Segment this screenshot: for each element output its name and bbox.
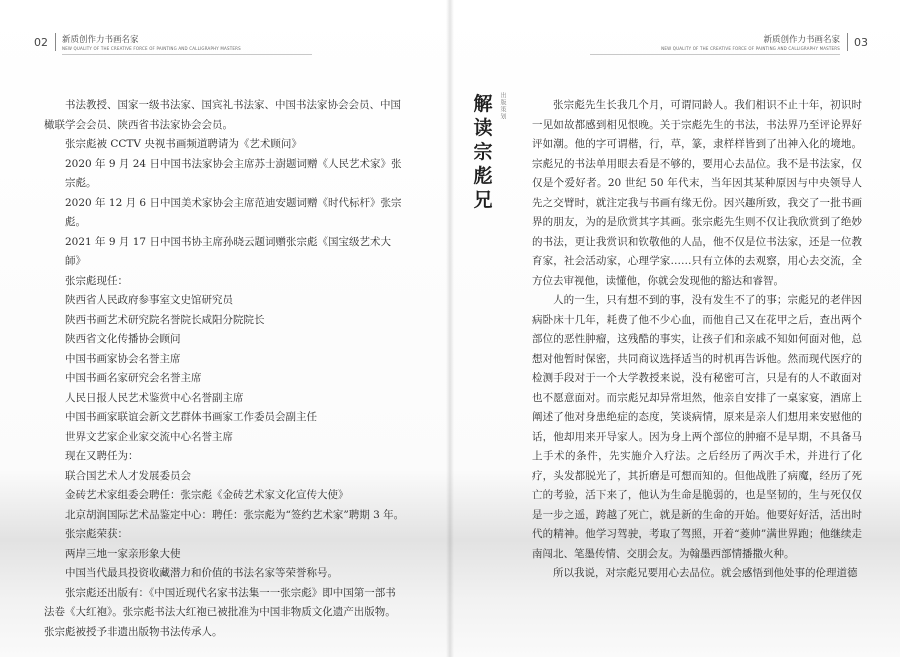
- title-character: 读: [473, 117, 493, 139]
- paragraph: 张宗彪荣获：: [65, 528, 128, 540]
- title-character: 解: [473, 93, 493, 115]
- list-item: 中国书画家协会名誉主席: [65, 352, 181, 365]
- title-character: 彪: [473, 165, 493, 187]
- vertical-subtitle: 出版策划: [499, 92, 506, 120]
- header-subtitle: NEW QUALITY OF THE CREATIVE FORCE OF PAINTING AND CALLIGRAPHY MASTERS: [62, 46, 241, 51]
- right-body-text: [532, 96, 862, 584]
- header-divider: [55, 33, 56, 51]
- book-spine-shadow: [446, 0, 454, 657]
- paragraph: 所以我说，对宗彪兄要用心去品位。就会感悟到他处事的伦理道德: [553, 567, 858, 579]
- list-item: 中国当代最具投资收藏潜力和价值的书法名家等荣誉称号。: [65, 567, 338, 579]
- list-item: 人民日报人民艺术鉴赏中心名誉副主席: [65, 391, 244, 404]
- right-page: [450, 0, 900, 657]
- vertical-article-title: [472, 92, 494, 212]
- title-character: 宗: [473, 141, 493, 163]
- left-body-text: [44, 96, 406, 642]
- title-character: 兄: [473, 189, 493, 211]
- paragraph: 2020 年 9 月 24 日中国书法家协会主席苏士澍题词赠《人民艺术家》张宗彪。: [65, 157, 402, 189]
- paragraph: 张宗彪被 CCTV 央视书画频道聘请为《艺术顾问》: [65, 138, 302, 150]
- paragraph: 人的一生，只有想不到的事，没有发生不了的事；宗彪兄的老伴因病卧床十几年，耗费了他不少心血，而他自己又在花甲之后，查出两个部位的恶性肿瘤，这残酷的事实，让孩子们和亲戚不知如何面对他，总想对他暂时保密，共同商议选择适当的时机再告诉他。然而现代医疗的检测手段对于一个大学教授来说，没有秘密可言，只是有的人不敢面对也不愿意面对。而宗彪兄却异常坦然，他亲自安排了一桌家宴，酒席上阐述了他对身患绝症的态度，笑谈病情，原来是亲人们想用来安慰他的话，他却用来开导家人。因为身上两个部位的肿瘤不是早期，不具备马上手术的条件，先实施介入疗法。之后经历了两次手术，并进行了化疗，头发都脱光了，其折磨是可想而知的。但他战胜了病魔，经历了死亡的考验，活下来了，他认为生命是脆弱的，也是坚韧的，生与死仅仅是一步之遥，跨越了死亡，就是新的生命的开始。他要好好活，活出时代的精神。他学习驾驶，考取了驾照，开着“菱帅”满世界跑；他继续走南闯北、笔墨传情、交朋会友。为翰墨西部情播撒火种。: [532, 294, 862, 560]
- header-title: 新质创作力书画名家: [763, 35, 840, 45]
- page-number: 02: [34, 36, 48, 49]
- paragraph: 2020 年 12 月 6 日中国美术家协会主席范迪安题词赠《时代标杆》张宗彪。: [65, 196, 402, 228]
- list-item: 两岸三地一家亲形象大使: [65, 547, 181, 560]
- list-item: 中国书画家联谊会新文艺群体书画家工作委员会副主任: [65, 411, 317, 423]
- left-page-header: [24, 30, 324, 56]
- paragraph: 现在又聘任为：: [65, 450, 139, 462]
- header-title: 新质创作力书画名家: [62, 35, 139, 45]
- paragraph: 2021 年 9 月 17 日中国书协主席孙晓云题词赠张宗彪《国宝级艺术大師》: [65, 235, 391, 267]
- list-item: 陕西省文化传播协会顾问: [65, 333, 181, 345]
- list-item: 金砖艺术家组委会聘任：张宗彪《金砖艺术家文化宣传大使》: [65, 489, 349, 501]
- header-subtitle: NEW QUALITY OF THE CREATIVE FORCE OF PAINTING AND CALLIGRAPHY MASTERS: [661, 46, 840, 51]
- list-item: 北京胡润国际艺术品鉴定中心：聘任：张宗彪为“签约艺术家”聘期 3 年。: [65, 508, 405, 521]
- page-number: 03: [854, 36, 868, 49]
- list-item: 世界文艺家企业家交流中心名誉主席: [65, 430, 233, 443]
- paragraph: 张宗彪还出版有：《中国近现代名家书法集一一张宗彪》即中国第一部书法卷《大红袍》。张宗彪书法大红袍已被批准为中国非物质文化遗产出版物。张宗彪被授予非遗出版物书法传承人。: [44, 586, 396, 638]
- header-rule: [62, 54, 312, 55]
- right-page-header: [576, 30, 876, 56]
- list-item: 陕西书画艺术研究院名誉院长咸阳分院院长: [65, 313, 265, 326]
- header-rule: [590, 54, 840, 55]
- list-item: 联合国艺术人才发展委员会: [65, 469, 191, 482]
- list-item: 陕西省人民政府参事室文史馆研究员: [65, 294, 233, 306]
- paragraph: 张宗彪先生长我几个月，可谓同龄人。我们相识不止十年，初识时一见如故都感到相见恨晚。关于宗彪先生的书法，书法界乃至评论界好评如潮。他的字可谓楷，行，草，篆，隶样样皆到了出神入化的境地。宗彪兄的书法单用眼去看是不够的，要用心去品位。我不是书法家，仅仅是个爱好者。20 世纪 50 年代末，当年因其某种原因与中央领导人先之交臂时，就注定我与书画有缘无份。因兴趣所致，我交了一批书画界的朋友，为的是欣赏其字其画。张宗彪先生则不仅让我欣赏到了绝妙的书法，更让我赏识和钦敬他的人品，他不仅是位书法家，还是一位教育家，社会活动家，心理学家……只有立体的去观察，用心去交流，全方位去审视他，读懂他，你就会发现他的豁达和睿智。: [532, 99, 862, 287]
- header-divider: [847, 33, 848, 51]
- paragraph: 书法教授、国家一级书法家、国宾礼书法家、中国书法家协会会员、中国橄联学会会员、陕西省书法家协会会员。: [44, 99, 401, 131]
- paragraph: 张宗彪现任：: [65, 274, 128, 287]
- list-item: 中国书画名家研究会名誉主席: [65, 372, 202, 384]
